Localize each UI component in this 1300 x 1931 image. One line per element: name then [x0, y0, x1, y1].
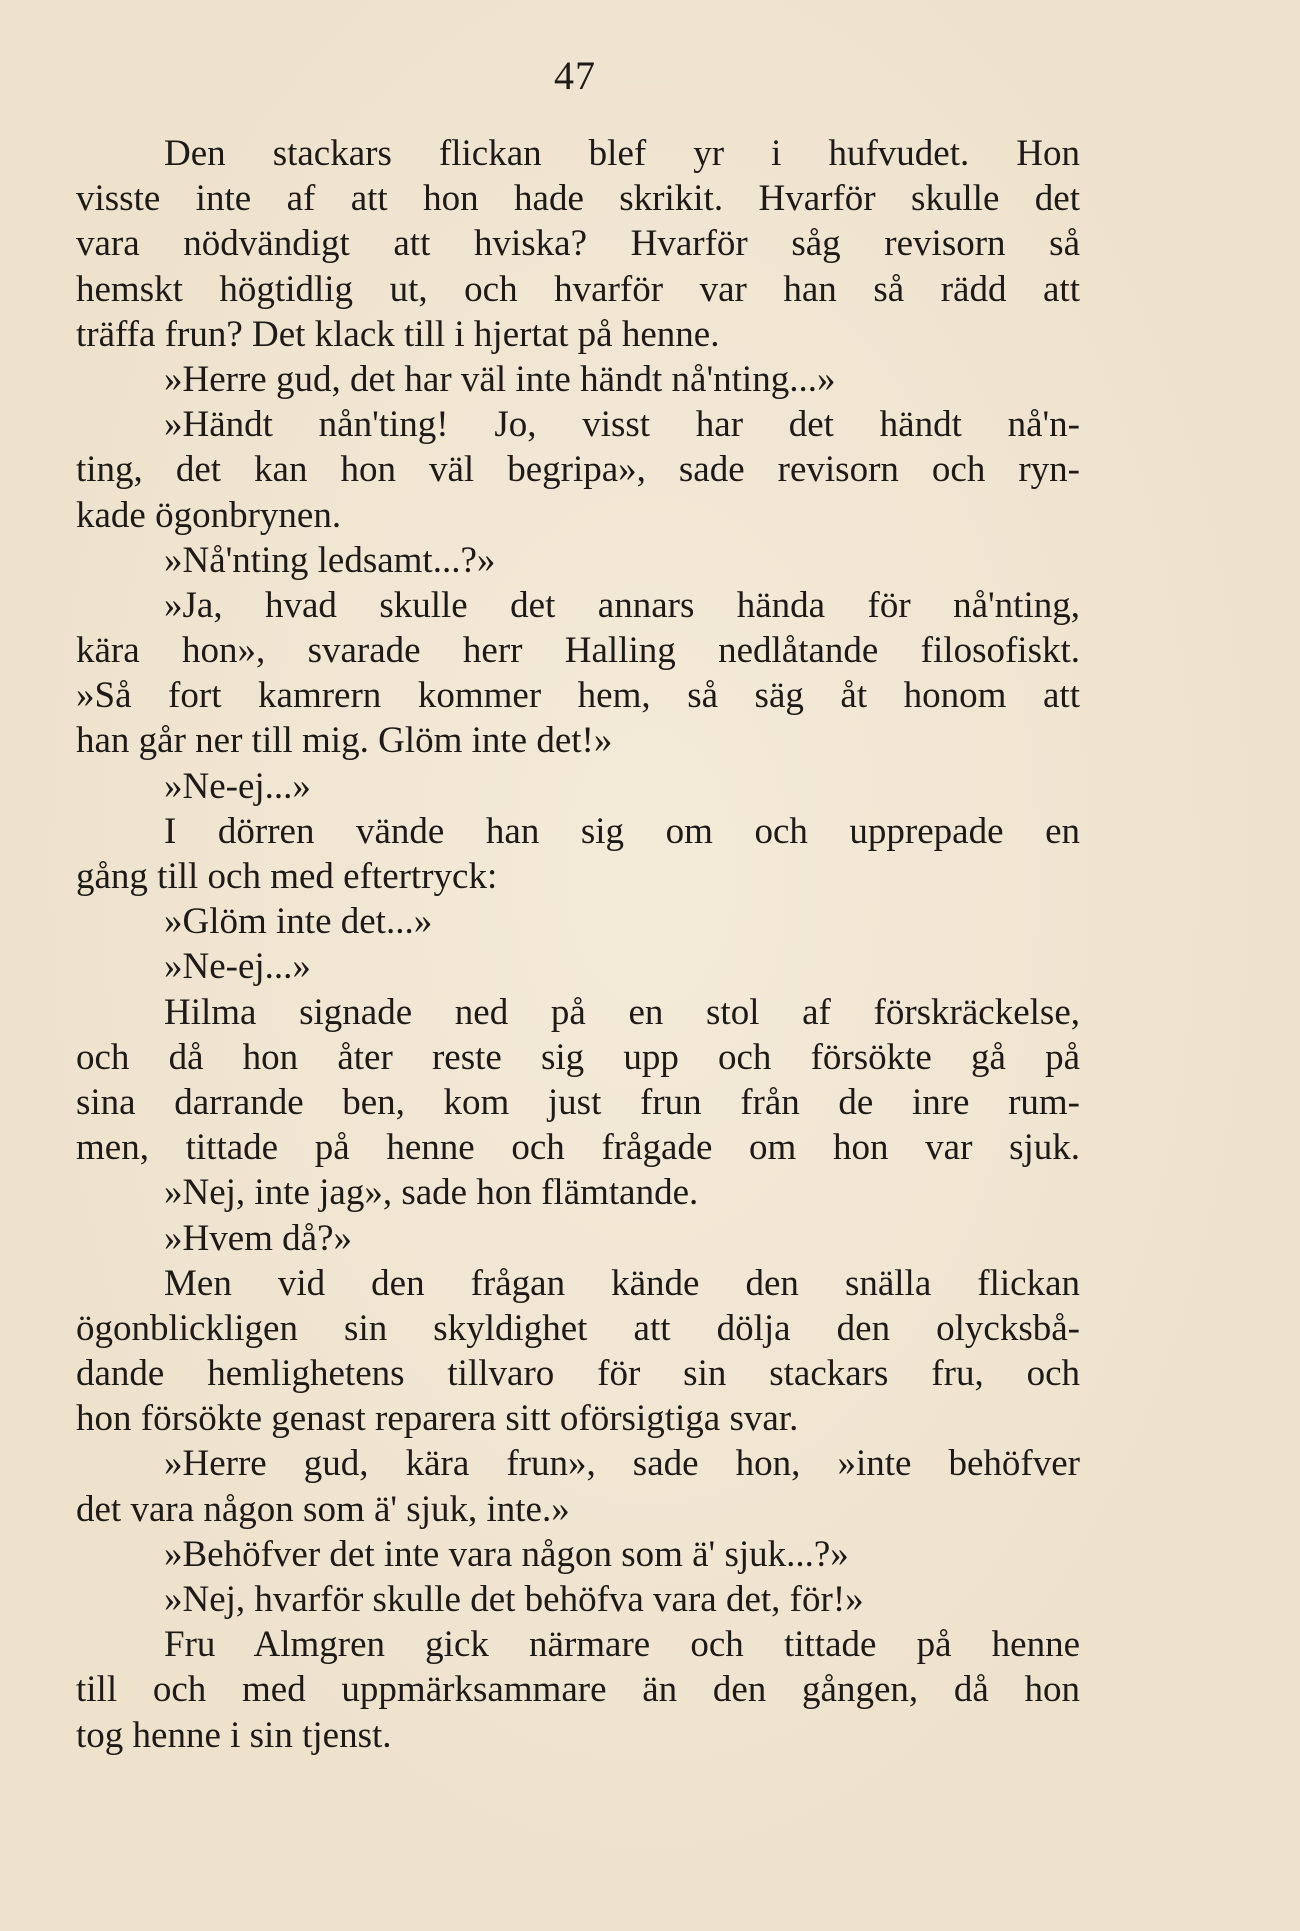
text-line: »Ja, hvad skulle det annars hända för nå'nting, — [164, 584, 1080, 626]
text-line: Hilma signade ned på en stol af förskräckelse, — [164, 991, 1080, 1033]
text-line: »Nå'nting ledsamt...?» — [164, 539, 496, 581]
text-line: I dörren vände han sig om och upprepade en — [164, 810, 1080, 852]
text-line: till och med uppmärksammare än den gången, då hon — [76, 1669, 1080, 1711]
text-line: »Hvem då?» — [164, 1217, 353, 1259]
text-line: hon försökte genast reparera sitt oförsigtiga svar. — [76, 1398, 799, 1440]
text-line: han går ner till mig. Glöm inte det!» — [76, 720, 613, 762]
text-line: ting, det kan hon väl begripa», sade revisorn och ryn- — [76, 449, 1080, 491]
text-line: och då hon åter reste sig upp och försökte gå på — [76, 1036, 1080, 1078]
text-line: kade ögonbrynen. — [76, 494, 342, 536]
text-line: Men vid den frågan kände den snälla flickan — [164, 1262, 1080, 1304]
text-line: »Så fort kamrern kommer hem, så säg åt honom att — [76, 675, 1080, 717]
text-line: »Händt nån'ting! Jo, visst har det händt nå'n- — [164, 404, 1080, 446]
text-line: »Nej, hvarför skulle det behöfva vara det, för!» — [164, 1579, 864, 1620]
text-line: »Nej, inte jag», sade hon flämtande. — [164, 1172, 699, 1214]
text-line: men, tittade på henne och frågade om hon var sjuk. — [76, 1127, 1080, 1169]
text-line: gång till och med eftertryck: — [76, 856, 498, 897]
text-line: »Ne-ej...» — [164, 946, 311, 988]
text-line: »Herre gud, det har väl inte händt nå'nting...» — [164, 358, 836, 400]
text-line: kära hon», svarade herr Halling nedlåtande filosofiskt. — [76, 630, 1080, 672]
text-line: hemskt högtidlig ut, och hvarför var han så rädd att — [76, 268, 1080, 310]
text-line: »Behöfver det inte vara någon som ä' sjuk...?» — [164, 1533, 849, 1575]
text-line: Den stackars flickan blef yr i hufvudet. Hon — [164, 133, 1080, 174]
page-number: 47 — [554, 53, 596, 98]
text-line: »Ne-ej...» — [164, 765, 311, 807]
text-line: Fru Almgren gick närmare och tittade på henne — [164, 1624, 1080, 1666]
text-line: vara nödvändigt att hviska? Hvarför såg revisorn så — [76, 223, 1080, 265]
text-line: »Herre gud, kära frun», sade hon, »inte behöfver — [164, 1443, 1080, 1485]
text-line: träffa frun? Det klack till i hjertat på henne. — [76, 313, 720, 355]
text-line: dande hemlighetens tillvaro för sin stackars fru, och — [76, 1353, 1080, 1395]
text-line: visste inte af att hon hade skrikit. Hvarför skulle det — [76, 178, 1080, 220]
text-line: det vara någon som ä' sjuk, inte.» — [76, 1488, 570, 1530]
body-text — [76, 131, 1080, 1758]
text-line: tog henne i sin tjenst. — [76, 1714, 392, 1756]
text-line: ögonblickligen sin skyldighet att dölja den olycksbå- — [76, 1307, 1080, 1349]
text-line: »Glöm inte det...» — [164, 901, 433, 943]
text-line: sina darrande ben, kom just frun från de inre rum- — [76, 1081, 1080, 1123]
